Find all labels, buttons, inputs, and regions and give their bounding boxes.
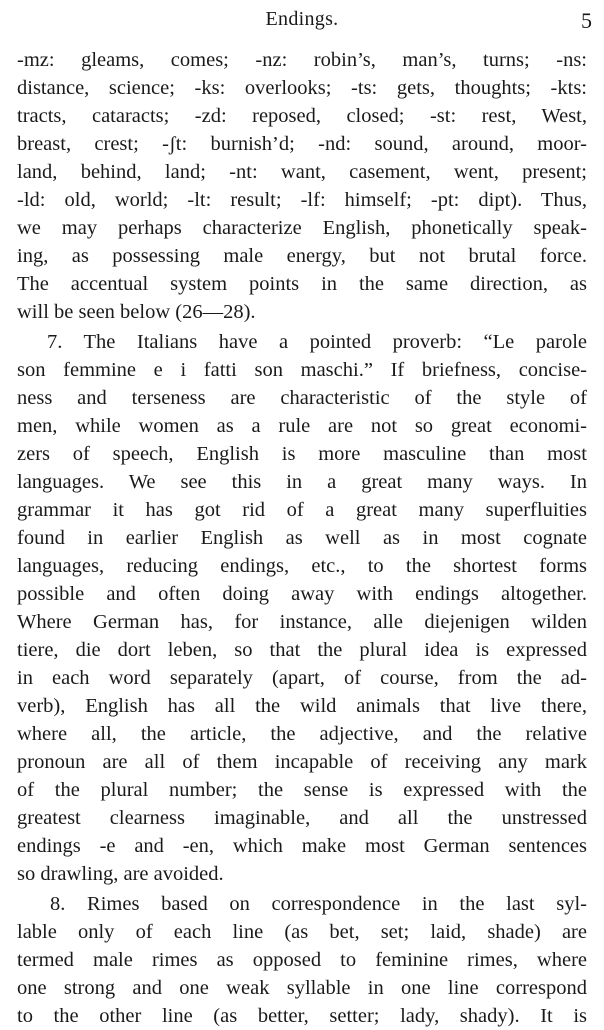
- text-line: distance, science; -ks: overlooks; -ts: gets, thoughts; -kts:: [17, 77, 587, 99]
- text-line: land, behind, land; -nt: want, casement, went, present;: [17, 161, 587, 183]
- text-line: pronoun are all of them incapable of receiving any mark: [17, 751, 587, 773]
- text-line: found in earlier English as well as in most cognate: [17, 527, 587, 549]
- text-line: lable only of each line (as bet, set; laid, shade) are: [17, 921, 587, 943]
- text-line: -ld: old, world; -lt: result; -lf: himself; -pt: dipt). Thus,: [17, 189, 587, 211]
- text-line: termed male rimes as opposed to feminine rimes, where: [17, 949, 587, 971]
- page-number: 5: [581, 8, 592, 33]
- text-line: zers of speech, English is more masculine than most: [17, 443, 587, 465]
- text-line: Where German has, for instance, alle diejenigen wilden: [17, 611, 587, 633]
- text-line: tiere, die dort leben, so that the plural idea is expressed: [17, 639, 587, 661]
- text-line: ness and terseness are characteristic of the style of: [17, 387, 587, 409]
- text-line: The accentual system points in the same direction, as: [17, 273, 587, 295]
- paragraph-8-start: 8. Rimes based on correspondence in the last syl-: [50, 893, 587, 915]
- text-line: in each word separately (apart, of course, from the ad-: [17, 667, 587, 689]
- text-line: of the plural number; the sense is expressed with the: [17, 779, 587, 801]
- text-line: to the other line (as better, setter; lady, shady). It is: [17, 1005, 587, 1027]
- text-line: ing, as possessing male energy, but not brutal force.: [17, 245, 587, 267]
- text-line: languages, reducing endings, etc., to the shortest forms: [17, 555, 587, 577]
- text-line: possible and often doing away with endings altogether.: [17, 583, 587, 605]
- text-line: greatest clearness imaginable, and all the unstressed: [17, 807, 587, 829]
- text-line: we may perhaps characterize English, phonetically speak-: [17, 217, 587, 239]
- running-title: Endings.: [265, 8, 339, 30]
- text-line: where all, the article, the adjective, and the relative: [17, 723, 587, 745]
- text-line: so drawling, are avoided.: [17, 863, 224, 885]
- text-line: tracts, cataracts; -zd: reposed, closed; -st: rest, West,: [17, 105, 587, 127]
- text-line: one strong and one weak syllable in one line correspond: [17, 977, 587, 999]
- text-line: men, while women as a rule are not so great economi-: [17, 415, 587, 437]
- page-header: [0, 6, 604, 36]
- text-line: will be seen below (26—28).: [17, 301, 256, 323]
- text-line: son femmine e i fatti son maschi.” If briefness, concise-: [17, 359, 587, 381]
- text-line: breast, crest; -ʃt: burnish’d; -nd: sound, around, moor-: [17, 133, 587, 155]
- text-line: -mz: gleams, comes; -nz: robin’s, man’s, turns; -ns:: [17, 49, 587, 71]
- text-line: grammar it has got rid of a great many superfluities: [17, 499, 587, 521]
- text-line: endings -e and -en, which make most German sentences: [17, 835, 587, 857]
- text-line: languages. We see this in a great many ways. In: [17, 471, 587, 493]
- paragraph-7-start: 7. The Italians have a pointed proverb: “Le parole: [47, 331, 587, 353]
- text-line: verb), English has all the wild animals that live there,: [17, 695, 587, 717]
